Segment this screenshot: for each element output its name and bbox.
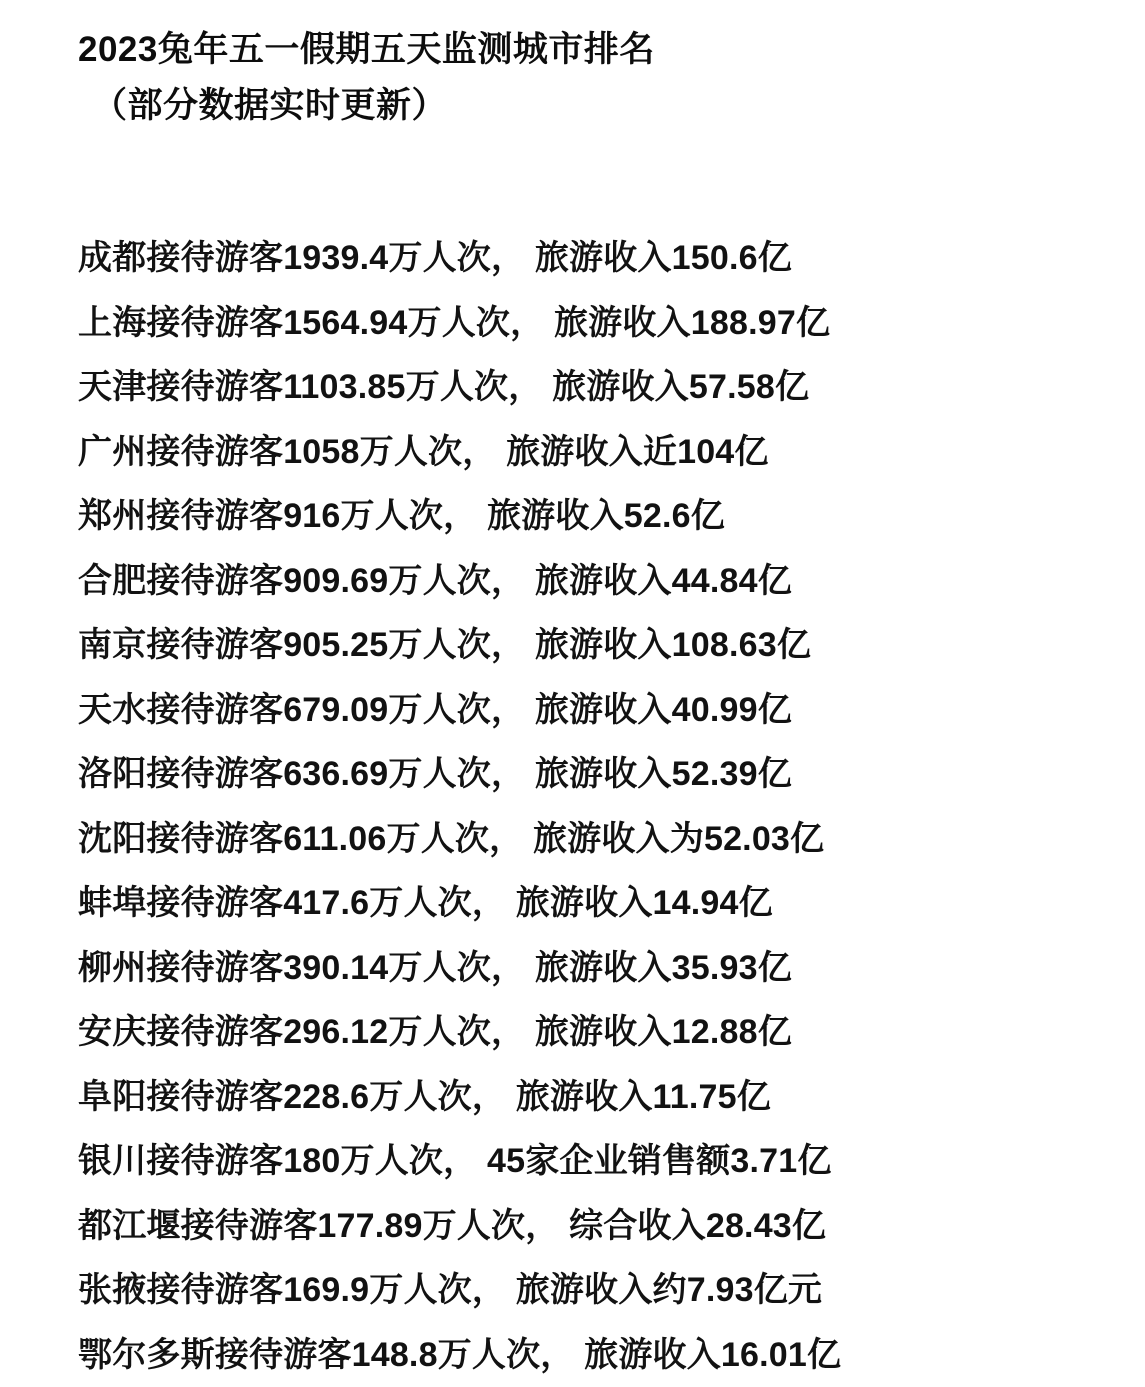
list-item: 天津接待游客1103.85万人次， 旅游收入57.58亿 (78, 355, 1085, 420)
list-item: 南京接待游客905.25万人次， 旅游收入108.63亿 (78, 613, 1085, 678)
title-line-secondary: （部分数据实时更新） (78, 78, 1085, 134)
list-item: 安庆接待游客296.12万人次， 旅游收入12.88亿 (78, 1000, 1085, 1065)
list-item: 成都接待游客1939.4万人次， 旅游收入150.6亿 (78, 226, 1085, 291)
list-item: 广州接待游客1058万人次， 旅游收入近104亿 (78, 420, 1085, 485)
list-item: 张掖接待游客169.9万人次， 旅游收入约7.93亿元 (78, 1258, 1085, 1323)
list-item: 银川接待游客180万人次， 45家企业销售额3.71亿 (78, 1129, 1085, 1194)
list-item: 洛阳接待游客636.69万人次， 旅游收入52.39亿 (78, 742, 1085, 807)
list-item: 柳州接待游客390.14万人次， 旅游收入35.93亿 (78, 936, 1085, 1001)
list-item: 鄂尔多斯接待游客148.8万人次， 旅游收入16.01亿 (78, 1323, 1085, 1387)
list-item: 天水接待游客679.09万人次， 旅游收入40.99亿 (78, 678, 1085, 743)
title-line-primary: 2023兔年五一假期五天监测城市排名 (78, 22, 1085, 78)
list-item: 上海接待游客1564.94万人次， 旅游收入188.97亿 (78, 291, 1085, 356)
list-item: 蚌埠接待游客417.6万人次， 旅游收入14.94亿 (78, 871, 1085, 936)
list-item: 沈阳接待游客611.06万人次， 旅游收入为52.03亿 (78, 807, 1085, 872)
list-item: 阜阳接待游客228.6万人次， 旅游收入11.75亿 (78, 1065, 1085, 1130)
city-ranking-list (78, 226, 1085, 1387)
list-item: 合肥接待游客909.69万人次， 旅游收入44.84亿 (78, 549, 1085, 614)
document-title (78, 22, 1085, 134)
list-item: 都江堰接待游客177.89万人次， 综合收入28.43亿 (78, 1194, 1085, 1259)
list-item: 郑州接待游客916万人次， 旅游收入52.6亿 (78, 484, 1085, 549)
